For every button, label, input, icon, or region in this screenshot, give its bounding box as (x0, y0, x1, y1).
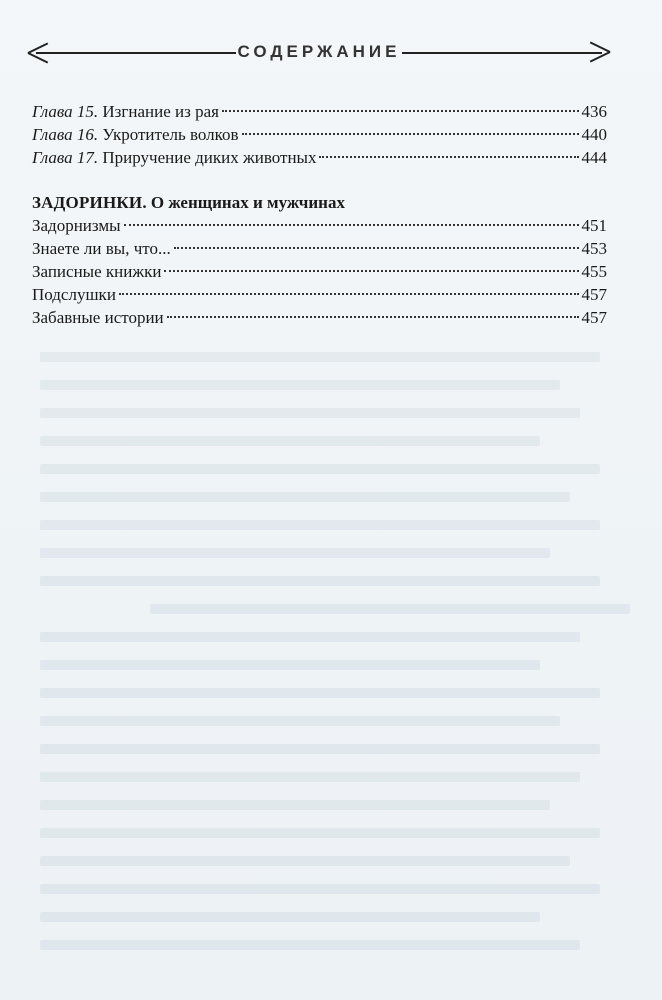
toc-section-zadorinki (32, 191, 607, 329)
bleed-through-shadow (40, 380, 560, 390)
bleed-through-shadow (40, 548, 550, 558)
dot-leader (167, 316, 579, 318)
header-title: СОДЕРЖАНИЕ (237, 42, 401, 61)
toc-entry[interactable] (32, 237, 607, 260)
bleed-through-shadow (40, 352, 600, 362)
toc-entry-title: Задорнизмы (32, 216, 121, 235)
section-heading (32, 191, 607, 214)
bleed-through-shadow (40, 632, 580, 642)
bleed-through-shadow (40, 772, 580, 782)
chapter-title: Приручение диких животных (102, 148, 317, 167)
dot-leader (319, 156, 578, 158)
page-number: 451 (581, 216, 607, 235)
bleed-through-shadow (40, 940, 580, 950)
bleed-through-shadow (40, 492, 570, 502)
dot-leader (164, 270, 578, 272)
dot-leader (124, 224, 579, 226)
toc-entry[interactable] (32, 146, 607, 169)
bleed-through-shadow (40, 828, 600, 838)
header-rule-right (402, 52, 602, 54)
toc-entry[interactable] (32, 100, 607, 123)
dot-leader (119, 293, 579, 295)
bleed-through-shadow (40, 436, 540, 446)
toc-entry[interactable] (32, 306, 607, 329)
bleed-through-shadow (150, 604, 630, 614)
chapter-number: Глава 16. (32, 125, 99, 144)
dot-leader (174, 247, 579, 249)
bleed-through-shadow (40, 660, 540, 670)
bleed-through-shadow (40, 716, 560, 726)
page-number: 444 (581, 148, 607, 167)
toc-entry-label (32, 123, 239, 146)
running-header (28, 40, 610, 66)
toc-entry-label (32, 146, 316, 169)
page-number: 436 (581, 102, 607, 121)
toc-entry-title: Записные книжки (32, 262, 162, 281)
toc-entry-title: Подслушки (32, 285, 116, 304)
bleed-through-shadow (40, 520, 600, 530)
bleed-through-shadow (40, 576, 600, 586)
bleed-through-shadow (40, 912, 540, 922)
toc-entry[interactable] (32, 123, 607, 146)
toc-entry-title: Забавные истории (32, 308, 164, 327)
chapter-number: Глава 15. (32, 102, 99, 121)
page-number: 455 (581, 262, 607, 281)
bleed-through-shadow (40, 856, 570, 866)
chapter-number: Глава 17. (32, 148, 99, 167)
page-number: 453 (581, 239, 607, 258)
bleed-through-shadow (40, 744, 600, 754)
page-number: 440 (581, 125, 607, 144)
dot-leader (242, 133, 579, 135)
toc-entry-title: Знаете ли вы, что... (32, 239, 171, 258)
bleed-through-shadow (40, 884, 600, 894)
toc-entry[interactable] (32, 283, 607, 306)
bleed-through-shadow (40, 800, 550, 810)
chapter-title: Укротитель волков (102, 125, 239, 144)
toc-entry-label (32, 100, 219, 123)
bleed-through-shadow (40, 688, 600, 698)
bleed-through-shadow (40, 464, 600, 474)
section-heading-subtitle: . О женщинах и мужчинах (142, 193, 345, 212)
toc-entry[interactable] (32, 214, 607, 237)
toc-entry[interactable] (32, 260, 607, 283)
page-number: 457 (581, 308, 607, 327)
section-heading-main: ЗАДОРИНКИ (32, 193, 143, 212)
chapter-title: Изгнание из рая (102, 102, 219, 121)
page-number: 457 (581, 285, 607, 304)
toc-chapters (32, 100, 607, 169)
dot-leader (222, 110, 579, 112)
bleed-through-shadow (40, 408, 580, 418)
